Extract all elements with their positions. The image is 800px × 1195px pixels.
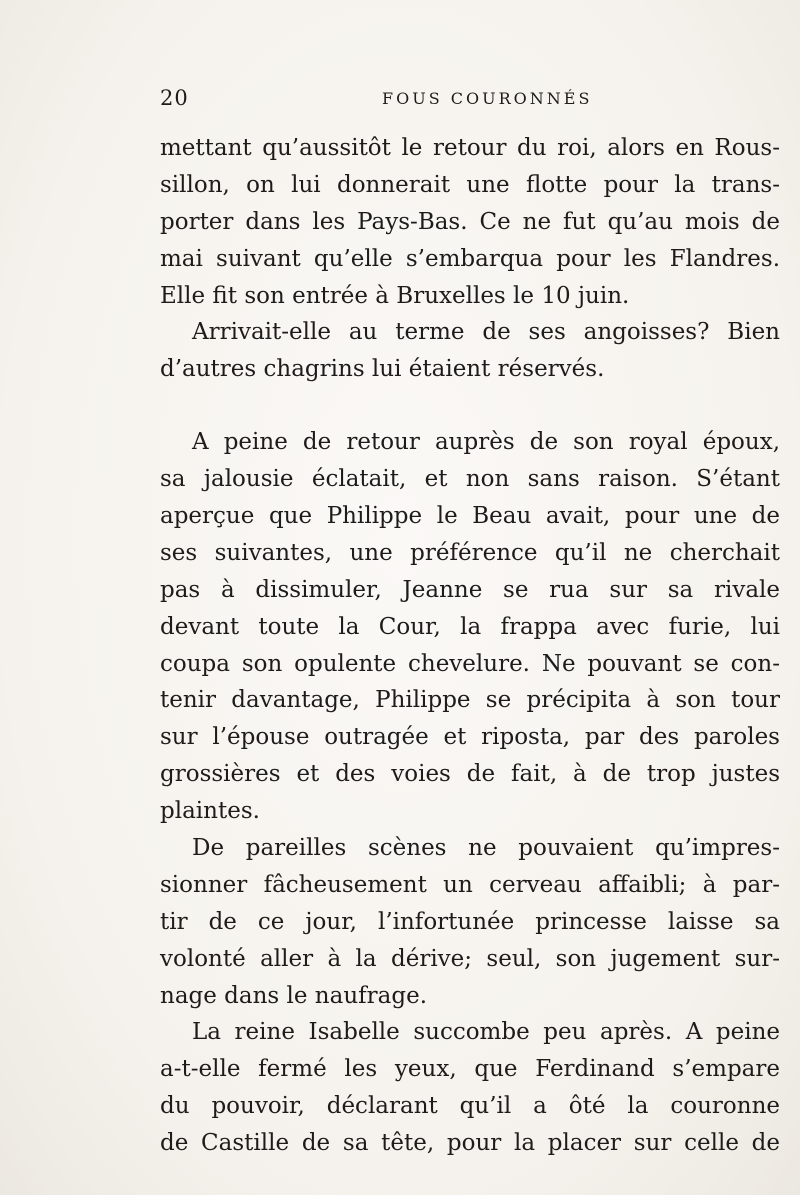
text-line: A peine de retour auprès de son royal époux, (192, 429, 780, 456)
text-line: tir de ce jour, l’infortunée princesse laisse sa (160, 908, 780, 935)
running-title: FOUS COURONNÉS (382, 89, 593, 108)
text-line: Arrivait-elle au terme de ses angoisses? Bien (192, 319, 780, 346)
text-line: sa jalousie éclatait, et non sans raison. S’étant (160, 466, 780, 493)
text-line: pas à dissimuler, Jeanne se rua sur sa rivale (160, 576, 780, 603)
text-line: La reine Isabelle succombe peu après. A peine (192, 1019, 780, 1046)
text-line: coupa son opulente chevelure. Ne pouvant se con- (160, 650, 780, 677)
page-number: 20 (160, 86, 189, 110)
text-line: Elle fit son entrée à Bruxelles le 10 juin. (160, 282, 630, 309)
text-line: mettant qu’aussitôt le retour du roi, alors en Rous- (160, 135, 780, 161)
text-line: grossières et des voies de fait, à de trop justes (160, 761, 780, 788)
text-line: aperçue que Philippe le Beau avait, pour une de (160, 503, 780, 530)
text-line: sionner fâcheusement un cerveau affaibli; à par- (160, 871, 780, 898)
page-header (160, 86, 760, 116)
text-line: d’autres chagrins lui étaient réservés. (160, 356, 605, 383)
text-line: porter dans les Pays-Bas. Ce ne fut qu’au mois de (160, 208, 780, 235)
body-text (160, 130, 790, 1162)
text-line: tenir davantage, Philippe se précipita à son tour (160, 687, 780, 714)
text-line: mai suivant qu’elle s’embarqua pour les Flandres. (160, 245, 780, 272)
text-line: sillon, on lui donnerait une flotte pour la trans- (160, 171, 780, 198)
text-line: De pareilles scènes ne pouvaient qu’impres- (192, 835, 780, 862)
text-line: sur l’épouse outragée et riposta, par des paroles (160, 724, 780, 751)
text-line: volonté aller à la dérive; seul, son jugement sur- (160, 945, 780, 972)
text-line: nage dans le naufrage. (160, 982, 428, 1009)
paragraph-gap (160, 388, 790, 424)
text-line: plaintes. (160, 798, 260, 825)
text-line: devant toute la Cour, la frappa avec furie, lui (160, 613, 780, 640)
text-line: ses suivantes, une préférence qu’il ne cherchait (160, 539, 780, 566)
text-line: de Castille de sa tête, pour la placer sur celle de (160, 1130, 780, 1157)
text-line: a-t-elle fermé les yeux, que Ferdinand s’empare (160, 1056, 780, 1083)
text-line: du pouvoir, déclarant qu’il a ôté la couronne (160, 1093, 780, 1120)
